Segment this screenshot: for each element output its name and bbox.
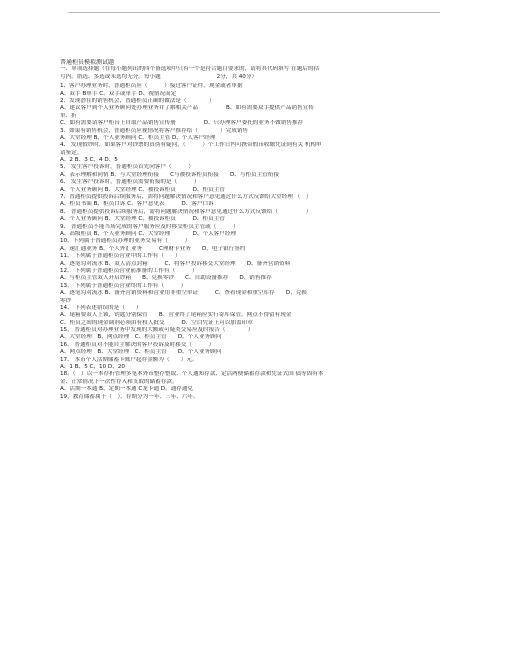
text-line: 2、发现潜在的销售机会，普通柜员正确的做法是（ ） bbox=[60, 97, 215, 104]
text-line: 单、折 bbox=[60, 112, 77, 119]
text-line: 1、客户办理业务时，普通柜员应（ ）接过客户证件、现金或者单据 bbox=[60, 83, 243, 90]
text-line: A、高级柜员 B、个人业务顾问 C、大堂经理 D、个人客户经理 bbox=[60, 230, 237, 237]
text-line: 16、 普通柜员对不能自主解决的客户投诉及时移交（ ） bbox=[60, 341, 215, 348]
text-line: 6、 发生客户投诉时，普通柜员需要衔接的是（ ） bbox=[60, 179, 200, 186]
text-line: A、网点经理 B、大堂经理 C、柜员主管 D、个人业务顾问 bbox=[60, 349, 222, 356]
text-line: A、2 B、3 C、4 D、5 bbox=[60, 157, 118, 164]
text-line: 零钞 bbox=[60, 297, 72, 304]
text-line: 8、 普通柜员提供投诉后续服务后，需将问题解决情况和客户意见通过什么方式反馈给（ ） bbox=[60, 208, 312, 215]
text-line: A、逐笔勾对流水 B、备齐营销资料和营业用非重空单证 C、查看现金和重空库存 D、兑换 bbox=[60, 290, 308, 297]
document-title: 普通柜员模拟测试题 bbox=[60, 59, 115, 66]
text-line: 19、教育储蓄属于（ ），存期分为一年、三年、六年。 bbox=[60, 393, 199, 400]
text-line: A、双手 B单手 C、双手或单手 D、视情况而定 bbox=[60, 90, 177, 97]
text-line: 17、 本币个人活期储蓄卡账户起存金额为（ ）元。 bbox=[60, 356, 198, 363]
text-line: 请鉴定。 bbox=[60, 149, 83, 156]
text-line: A、个人业务顾问 B、大堂经理 C、被投诉柜员 D、柜员主管 bbox=[60, 216, 225, 223]
text-line: C、如有需要请客户柜台上自取产品销售宣传册 D、只办理客户委托的业务不做销售推荐 bbox=[60, 120, 304, 127]
text-line: 5、 发生客户投诉时，普通柜员首先向客户（ ） bbox=[60, 164, 194, 171]
text-line: 12、 下列属于普通柜员营业前准备的工作有（ ） bbox=[60, 267, 198, 274]
text-line: A、大堂经理 B、个人业务顾问 C、柜员主管 D、个人客户经理 bbox=[60, 134, 216, 141]
text-line: 3、如果有销售机会，普通柜员应视情况将客户推荐给（ ）完成销售 bbox=[60, 127, 249, 134]
text-line: A、大堂经理 B、网点经理 C、柜员主管 D、个人业务顾问 bbox=[60, 334, 222, 341]
text-line: A、逐笔勾对流水 B、双人清点封箱 C、将客户投诉移交大堂经理 D、备齐营销资料 bbox=[60, 260, 291, 267]
text-line: A、柜员书面 B、柜员口诉 C、客户意见表 D、客户口诉 bbox=[60, 201, 214, 208]
text-line: A、尾箱要双人上锁，钥匙分别保管 B、营业终了尾箱应实行寄库保管，网点不得留有现金 bbox=[60, 312, 292, 319]
header-rule bbox=[68, 12, 440, 13]
section-heading-cont: 号内。错选、多选或未选均无分。每小题 2分，共 40分） bbox=[60, 73, 258, 80]
text-line: 金、正常情况下一次性存入和支取的储蓄存款。 bbox=[60, 378, 178, 385]
text-line: 14、 下列表述错误的是（ ） bbox=[60, 304, 142, 311]
text-line: A、活期一本通 B、定期一本通 C龙卡通 D、通存通兑 bbox=[60, 386, 194, 393]
question-list bbox=[60, 83, 454, 401]
text-line: 4、 发现假钞时，如果客户对钞票的真伪有疑问，（ ）个工作日内可携带假币收缴凭证到有关 机构申 bbox=[60, 142, 322, 149]
document-body bbox=[60, 59, 454, 401]
text-line: 10、下列属于普通柜员办理的业务交易有（ ） bbox=[60, 238, 191, 245]
text-line: A、建议客户到个人业务顾问处办理业务并了解相关产品 B、如有需要双手提供产品销售宣传 bbox=[60, 105, 314, 112]
text-line: 15、 普通柜员对办理业务中发现的大额或可疑类交易应及时报告（ ） bbox=[60, 327, 254, 334]
section-heading: 一、单项选择题（在每小题列出的四个备选项中只有一个是符合题目要求的，请将其代码填写 在题后的括 bbox=[60, 66, 320, 73]
text-line: 9、 普通柜员不能当场完成的客户服务应及时移交柜员主管或（ ） bbox=[60, 223, 239, 230]
text-line: A、1 B、5 C、10 D、20 bbox=[60, 364, 125, 371]
text-line: 18、（ ）以一本存折管理多笔本外币整存整取、个人通知存款、定活两便储蓄存款和凭证式国 债等固有本 bbox=[60, 371, 324, 378]
text-line: C、柜员之间的现金调剂必须由有权人批交 D、空白凭证上可以加盖印章 bbox=[60, 319, 253, 326]
text-line: A、表示理解和同情 B、与大堂经理衔接 C与被投诉柜员衔接 D、与柜员主管衔接 bbox=[60, 171, 280, 178]
text-line: 7、普通柜员提供投诉后续服务后，需将问题解决情况和客户意见通过什么方式反馈给大堂经理 （ ） bbox=[60, 194, 312, 201]
text-line: A、速汇通业务 B、个人外汇业务 C理财卡业务 D、电子银行签约 bbox=[60, 245, 246, 252]
text-line: A、与柜员主管双人开启钞箱 B、兑换零钞 C、自助设备推荐 D、销售推荐 bbox=[60, 275, 272, 282]
text-line: 11、 下列属于普通柜员营业中的工作有（ ） bbox=[60, 253, 181, 260]
text-line: 13、 下列属于普通柜员营业终的工作有（ ） bbox=[60, 282, 187, 289]
text-line: A、个人业务顾问 B、大堂经理 C、被投诉柜员 D、柜员主管 bbox=[60, 186, 225, 193]
